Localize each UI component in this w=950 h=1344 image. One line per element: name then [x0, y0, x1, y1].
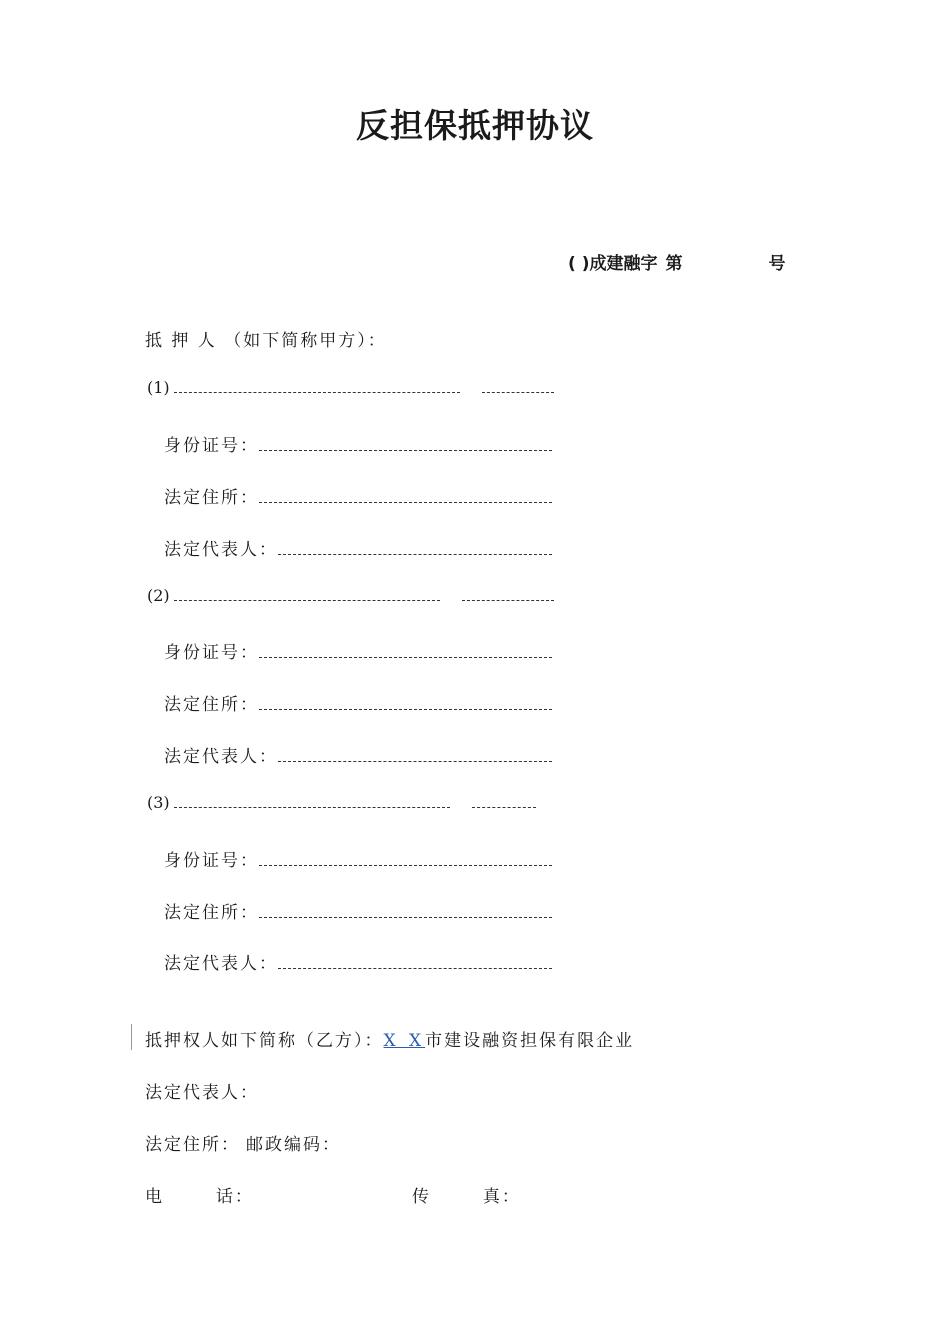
entry-1-rep-line	[164, 535, 552, 560]
party-b-postal-label: 邮政编码：	[246, 1135, 341, 1155]
party-b-address-line	[145, 1130, 341, 1155]
entry-2-address-blank	[259, 708, 552, 710]
entry-2-id-blank	[259, 656, 552, 658]
party-b-phone: 电 话：	[145, 1187, 254, 1207]
entry-2-address-label: 法定住所：	[164, 695, 259, 715]
entry-3-rep-line	[164, 949, 552, 974]
doc-number-hao: 号	[768, 254, 786, 274]
party-b-name-highlight[interactable]: X X	[383, 1031, 426, 1051]
entry-1-rep-blank	[278, 553, 552, 555]
entry-3-name-blank	[174, 806, 450, 808]
entry-2-name-blank	[174, 599, 440, 601]
entry-3-name-blank-2	[472, 806, 536, 808]
entry-2-rep-line	[164, 742, 552, 767]
entry-2-index: (2)	[147, 586, 170, 605]
entry-1-address-line	[164, 483, 552, 508]
entry-2-id-label: 身份证号：	[164, 643, 259, 663]
party-b-rep: 法定代表人：	[145, 1083, 259, 1103]
entry-3-index: (3)	[147, 793, 170, 812]
entry-2-name-blank-2	[462, 599, 554, 601]
entry-3-address-blank	[259, 916, 552, 918]
entry-1-index: (1)	[147, 378, 170, 397]
entry-1-address-label: 法定住所：	[164, 488, 259, 508]
party-a-heading: 抵 押 人 （如下简称甲方）：	[145, 331, 387, 351]
entry-3-id-blank	[259, 864, 552, 866]
doc-number-di: 第	[665, 254, 683, 274]
entry-3-address-label: 法定住所：	[164, 903, 259, 923]
entry-3-name-line	[147, 793, 536, 813]
party-b-heading-line	[145, 1026, 634, 1051]
entry-3-id-label: 身份证号：	[164, 851, 259, 871]
party-b-heading: 抵押权人如下简称（乙方）：	[145, 1031, 384, 1051]
entry-1-name-blank-2	[482, 391, 554, 393]
entry-3-address-line	[164, 898, 552, 923]
party-b-address-label: 法定住所：	[145, 1135, 240, 1155]
entry-2-name-line	[147, 586, 554, 606]
entry-1-name-blank	[174, 391, 460, 393]
entry-1-name-line	[147, 378, 554, 398]
entry-2-address-line	[164, 690, 552, 715]
entry-3-id-line	[164, 846, 552, 871]
document-title: 反担保抵押协议	[356, 106, 594, 145]
entry-3-rep-blank	[278, 967, 552, 969]
entry-1-id-label: 身份证号：	[164, 436, 259, 456]
text-cursor-marker	[131, 1024, 132, 1050]
entry-3-rep-label: 法定代表人：	[164, 954, 278, 974]
entry-1-address-blank	[259, 501, 552, 503]
entry-1-id-blank	[259, 449, 552, 451]
entry-1-id-line	[164, 431, 552, 456]
entry-1-rep-label: 法定代表人：	[164, 540, 278, 560]
party-b-fax: 传 真：	[412, 1187, 521, 1207]
entry-2-id-line	[164, 638, 552, 663]
document-number	[568, 249, 785, 274]
doc-number-prefix: ( )成建融字	[568, 254, 658, 274]
entry-2-rep-label: 法定代表人：	[164, 747, 278, 767]
entry-2-rep-blank	[278, 760, 552, 762]
party-b-name-rest: 市建设融资担保有限企业	[425, 1031, 635, 1051]
